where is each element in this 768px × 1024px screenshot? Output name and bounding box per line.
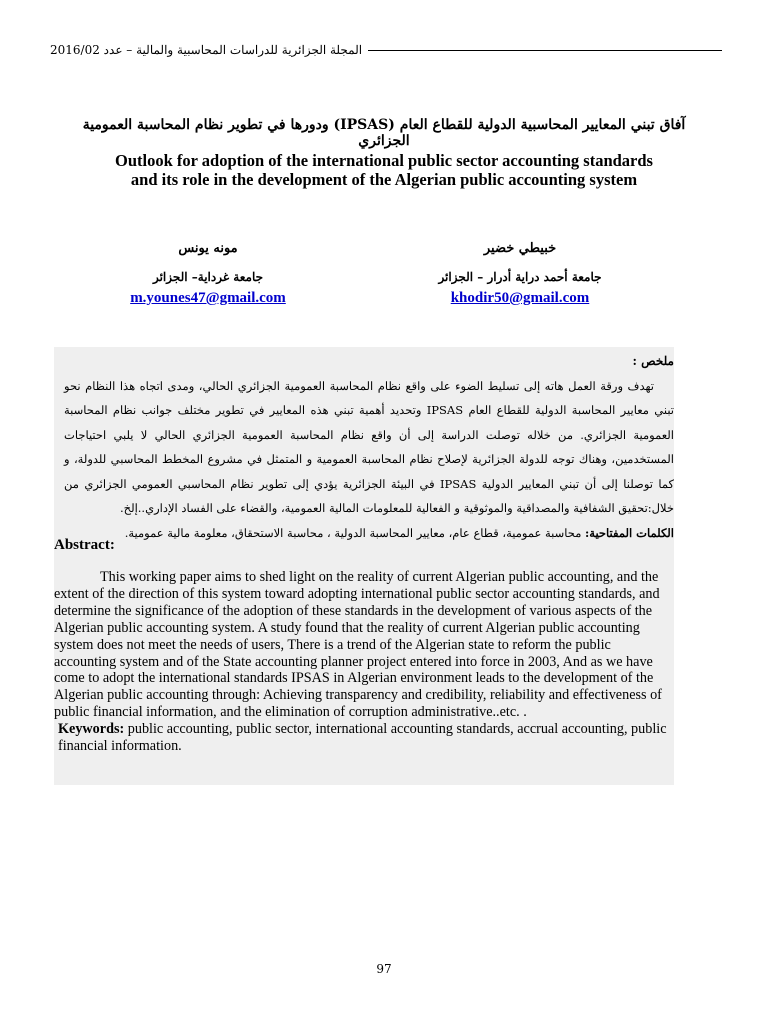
english-title-line-2: and its role in the development of the Algerian public accounting system (130, 170, 638, 189)
author-1 (400, 241, 640, 307)
journal-name: 2016/02 المجلة الجزائرية للدراسات المحاسبية والمالية – عدد (50, 43, 363, 57)
english-title-line-1: Outlook for adoption of the international public sector accounting standards (115, 151, 653, 170)
header-rule (368, 50, 722, 51)
english-abstract (54, 569, 672, 755)
arabic-title: آفاق تبني المعايير المحاسبية الدولية للقطاع العام (IPSAS) ودورها في تطوير نظام المحاسبة العمومية الجزائري (82, 117, 686, 149)
author-name: مونه يونس (178, 241, 238, 256)
arabic-keywords-label: الكلمات المفتاحية: (585, 525, 674, 540)
english-title (40, 151, 728, 189)
english-abstract-body: This working paper aims to shed light on the reality of current Algerian public accounting, and the extent of the direction of this system toward adopting international public sector accounting standards, and determine the significance of the adoption of these standards in the development of various aspects of the Algerian public accounting system. A study found that the reality of current Algerian public accounting system does not meet the needs of users, There is a trend of the Algerian state to reform the public accounting system and of the State accounting planner project entered into force in 2003, And as we have come to adopt the international standards IPSAS in Algerian environment leads to the development of the Algerian public accounting through: Achieving transparency and credibility, reliability and effectiveness of public financial information, and the elimination of corruption administrative..etc. . (54, 569, 662, 721)
author-email-link[interactable]: khodir50@gmail.com (450, 290, 590, 306)
author-email-link[interactable]: m.younes47@gmail.com (130, 290, 286, 306)
author-name: خبيطي خضير (483, 241, 557, 256)
author-2 (88, 241, 328, 307)
arabic-abstract-label: ملخص : (632, 354, 674, 368)
english-keywords-label: Keywords: (58, 721, 125, 738)
arabic-abstract (64, 349, 674, 545)
english-keywords-text: public accounting, public sector, international accounting standards, accrual accounting, public financial information. (58, 721, 667, 755)
running-header (50, 43, 722, 57)
page-number: 97 (376, 962, 392, 976)
author-affiliation: جامعة غرداية– الجزائر (152, 270, 264, 284)
arabic-abstract-body: تهدف ورقة العمل هاته إلى تسليط الضوء على واقع نظام المحاسبة العمومية الجزائري الحالي، ومدى اتجاه هذا النظام نحو تبني معايير المحاسبة الدولية للقطاع العام IPSAS وتحديد أهمية تبني هذه المعايير في تطوير مختلف جوانب نظام المحاسبة العمومية الجزائري. من خلاله توصلت الدراسة إلى أن واقع نظام المحاسبة العمومية الجزائري الحالي لا يلبي احتياجات المستخدمين، وهناك توجه للدولة الجزائرية لإصلاح نظام المحاسبة العمومية و المتمثل في مشروع المخطط المحاسبي للدولة، و كما توصلنا إلى أن تبني المعايير الدولية IPSAS في البيئة الجزائرية يؤدي إلى تطوير نظام المحاسبي العمومي الجزائري من خلال:تحقيق الشفافية والمصداقية والموثوقية و الفعالية للمعلومات المالية العمومية، والقضاء على الفساد الإداري..إلخ. (64, 378, 674, 515)
arabic-keywords-text: محاسبة عمومية، قطاع عام، معايير المحاسبة الدولية ، محاسبة الاستحقاق، معلومة مالية عمومية. (124, 525, 582, 540)
english-keywords (54, 721, 672, 755)
arabic-keywords (64, 521, 674, 546)
author-affiliation: جامعة أحمد دراية أدرار – الجزائر (438, 270, 602, 284)
english-abstract-label: Abstract: (54, 537, 115, 553)
